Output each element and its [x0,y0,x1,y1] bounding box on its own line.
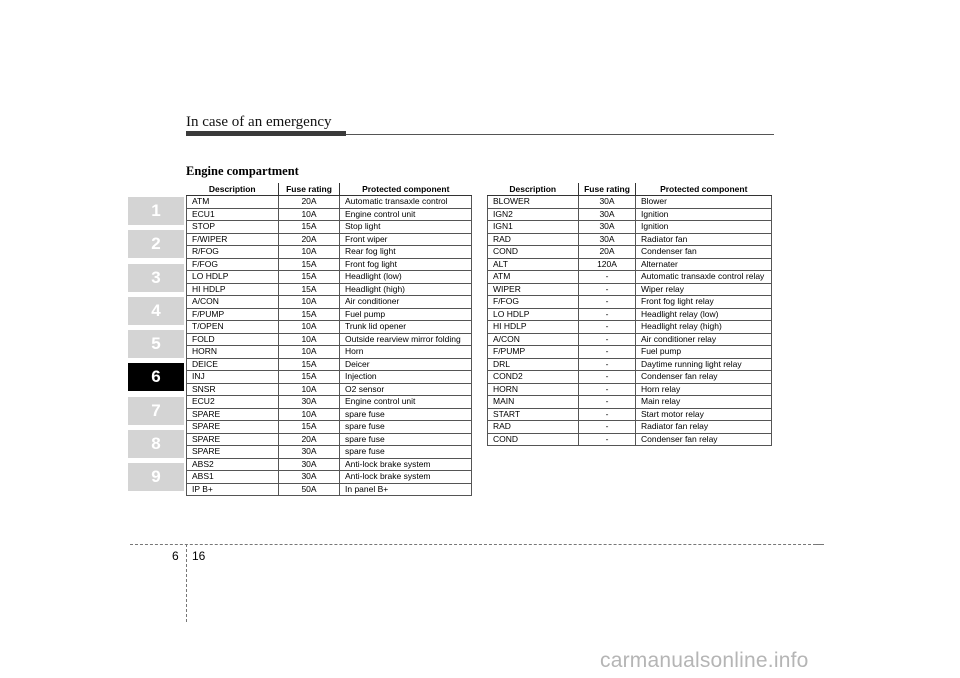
table-row [187,383,472,396]
table-row [187,246,472,259]
cell-description: F/PUMP [488,346,579,359]
footer-chapter-number: 6 [172,549,179,563]
cell-protected-component: spare fuse [340,408,472,421]
cell-description: HORN [187,346,279,359]
cell-fuse-rating: 20A [279,196,340,209]
cell-description: ATM [187,196,279,209]
table-row [488,383,772,396]
column-header-description: Description [488,183,579,196]
cell-description: ECU1 [187,208,279,221]
table-row [187,408,472,421]
cell-description: ATM [488,271,579,284]
cell-fuse-rating: - [579,308,636,321]
chapter-tab-4[interactable]: 4 [128,297,184,325]
watermark: carmanualsonline.info [600,649,809,672]
table-row [187,346,472,359]
table-row [187,446,472,459]
cell-protected-component: Condenser fan [636,246,772,259]
cell-description: HORN [488,383,579,396]
cell-protected-component: Front fog light relay [636,296,772,309]
cell-description: COND2 [488,371,579,384]
table-row [488,346,772,359]
table-row [488,271,772,284]
chapter-tabs [128,197,184,497]
cell-protected-component: Headlight (high) [340,283,472,296]
chapter-tab-7[interactable]: 7 [128,397,184,425]
table-row [187,208,472,221]
cell-fuse-rating: 30A [279,446,340,459]
chapter-tab-2[interactable]: 2 [128,230,184,258]
cell-description: ECU2 [187,396,279,409]
cell-protected-component: Daytime running light relay [636,358,772,371]
cell-fuse-rating: 20A [579,246,636,259]
cell-fuse-rating: 15A [279,271,340,284]
cell-protected-component: Alternater [636,258,772,271]
cell-description: A/CON [187,296,279,309]
cell-fuse-rating: 15A [279,308,340,321]
cell-protected-component: spare fuse [340,433,472,446]
cell-description: SPARE [187,408,279,421]
cell-protected-component: Radiator fan [636,233,772,246]
cell-protected-component: Rear fog light [340,246,472,259]
cell-description: LO HDLP [488,308,579,321]
cell-protected-component: Fuel pump [636,346,772,359]
cell-description: R/FOG [187,246,279,259]
cell-protected-component: Stop light [340,221,472,234]
header-rule-thin [346,134,774,135]
column-header-fuse-rating: Fuse rating [279,183,340,196]
cell-description: SPARE [187,446,279,459]
chapter-tab-1[interactable]: 1 [128,197,184,225]
cell-description: SNSR [187,383,279,396]
cell-protected-component: Front fog light [340,258,472,271]
cell-fuse-rating: - [579,346,636,359]
cell-description: ALT [488,258,579,271]
table-row [187,283,472,296]
header-rule-thick [186,131,346,136]
cell-description: SPARE [187,433,279,446]
table-row [488,283,772,296]
cell-protected-component: Headlight relay (low) [636,308,772,321]
cell-description: HI HDLP [187,283,279,296]
table-row [187,433,472,446]
table-row [187,271,472,284]
chapter-tab-5[interactable]: 5 [128,330,184,358]
cell-fuse-rating: 50A [279,483,340,496]
chapter-tab-6[interactable]: 6 [128,363,184,391]
table-row [187,471,472,484]
cell-fuse-rating: - [579,321,636,334]
cell-protected-component: Engine control unit [340,208,472,221]
cell-protected-component: Automatic transaxle control relay [636,271,772,284]
fuse-table-right [487,183,772,446]
cell-fuse-rating: 10A [279,208,340,221]
table-row [187,308,472,321]
cell-fuse-rating: 10A [279,321,340,334]
table-row [488,308,772,321]
table-row [488,371,772,384]
table-row [187,296,472,309]
footer-rule-end [816,544,824,545]
table-row [488,233,772,246]
cell-fuse-rating: 15A [279,371,340,384]
footer-rule [130,544,816,545]
cell-protected-component: Horn relay [636,383,772,396]
table-header-row [187,183,472,196]
table-row [187,221,472,234]
cell-protected-component: Main relay [636,396,772,409]
table-row [187,371,472,384]
column-header-protected-component: Protected component [636,183,772,196]
cell-description: ABS2 [187,458,279,471]
cell-fuse-rating: - [579,383,636,396]
cell-protected-component: Fuel pump [340,308,472,321]
cell-fuse-rating: 30A [579,196,636,209]
cell-description: T/OPEN [187,321,279,334]
cell-description: COND [488,246,579,259]
cell-fuse-rating: - [579,296,636,309]
cell-fuse-rating: 120A [579,258,636,271]
table-row [187,233,472,246]
cell-fuse-rating: 10A [279,246,340,259]
cell-fuse-rating: - [579,333,636,346]
cell-description: START [488,408,579,421]
cell-fuse-rating: 10A [279,296,340,309]
table-row [488,296,772,309]
cell-fuse-rating: 15A [279,358,340,371]
table-row [488,408,772,421]
column-header-fuse-rating: Fuse rating [579,183,636,196]
cell-description: FOLD [187,333,279,346]
chapter-tab-8[interactable]: 8 [128,430,184,458]
cell-protected-component: Headlight relay (high) [636,321,772,334]
cell-fuse-rating: 15A [279,283,340,296]
cell-description: F/FOG [187,258,279,271]
table-row [488,246,772,259]
cell-fuse-rating: 20A [279,433,340,446]
cell-fuse-rating: 30A [279,458,340,471]
cell-description: COND [488,433,579,446]
table-row [187,483,472,496]
chapter-tab-9[interactable]: 9 [128,463,184,491]
table-row [187,196,472,209]
table-row [187,396,472,409]
table-row [488,396,772,409]
cell-description: RAD [488,421,579,434]
table-row [187,333,472,346]
cell-protected-component: Blower [636,196,772,209]
cell-fuse-rating: - [579,358,636,371]
cell-protected-component: Ignition [636,208,772,221]
cell-description: INJ [187,371,279,384]
cell-description: MAIN [488,396,579,409]
table-row [187,258,472,271]
chapter-tab-3[interactable]: 3 [128,264,184,292]
cell-protected-component: Engine control unit [340,396,472,409]
cell-description: WIPER [488,283,579,296]
table-row [488,321,772,334]
table-row [187,421,472,434]
cell-protected-component: Radiator fan relay [636,421,772,434]
cell-fuse-rating: 30A [579,208,636,221]
table-header-row [488,183,772,196]
cell-description: F/FOG [488,296,579,309]
cell-description: F/PUMP [187,308,279,321]
table-row [488,433,772,446]
cell-protected-component: Air conditioner [340,296,472,309]
page-header-title: In case of an emergency [186,114,332,130]
cell-protected-component: Injection [340,371,472,384]
cell-fuse-rating: - [579,408,636,421]
cell-protected-component: Headlight (low) [340,271,472,284]
column-header-protected-component: Protected component [340,183,472,196]
cell-fuse-rating: 10A [279,333,340,346]
cell-description: DRL [488,358,579,371]
cell-description: A/CON [488,333,579,346]
cell-description: IGN2 [488,208,579,221]
cell-fuse-rating: 15A [279,258,340,271]
cell-fuse-rating: 10A [279,346,340,359]
cell-protected-component: In panel B+ [340,483,472,496]
cell-description: LO HDLP [187,271,279,284]
cell-fuse-rating: 30A [579,221,636,234]
cell-fuse-rating: - [579,371,636,384]
footer-page-number: 16 [192,549,206,563]
table-row [488,258,772,271]
cell-protected-component: Ignition [636,221,772,234]
cell-description: HI HDLP [488,321,579,334]
table-row [187,458,472,471]
table-row [488,358,772,371]
table-row [488,196,772,209]
cell-fuse-rating: 15A [279,221,340,234]
cell-fuse-rating: - [579,433,636,446]
cell-protected-component: Wiper relay [636,283,772,296]
cell-fuse-rating: - [579,421,636,434]
cell-description: IGN1 [488,221,579,234]
cell-description: IP B+ [187,483,279,496]
table-row [488,221,772,234]
cell-description: SPARE [187,421,279,434]
column-header-description: Description [187,183,279,196]
cell-description: F/WIPER [187,233,279,246]
cell-protected-component: spare fuse [340,446,472,459]
cell-protected-component: Deicer [340,358,472,371]
cell-protected-component: Air conditioner relay [636,333,772,346]
cell-description: STOP [187,221,279,234]
cell-description: BLOWER [488,196,579,209]
cell-fuse-rating: 20A [279,233,340,246]
cell-protected-component: O2 sensor [340,383,472,396]
cell-protected-component: Front wiper [340,233,472,246]
cell-description: ABS1 [187,471,279,484]
cell-fuse-rating: 30A [579,233,636,246]
cell-description: RAD [488,233,579,246]
fuse-table-left [186,183,472,496]
cell-fuse-rating: 30A [279,471,340,484]
table-row [488,333,772,346]
cell-protected-component: Condenser fan relay [636,371,772,384]
table-row [187,358,472,371]
table-row [488,208,772,221]
cell-fuse-rating: - [579,271,636,284]
cell-protected-component: Condenser fan relay [636,433,772,446]
cell-protected-component: Outside rearview mirror folding [340,333,472,346]
cell-fuse-rating: - [579,283,636,296]
cell-fuse-rating: - [579,396,636,409]
cell-protected-component: Automatic transaxle control [340,196,472,209]
cell-protected-component: spare fuse [340,421,472,434]
cell-protected-component: Anti-lock brake system [340,458,472,471]
section-heading: Engine compartment [186,164,299,178]
cell-protected-component: Anti-lock brake system [340,471,472,484]
cell-fuse-rating: 15A [279,421,340,434]
cell-fuse-rating: 30A [279,396,340,409]
cell-description: DEICE [187,358,279,371]
cell-protected-component: Horn [340,346,472,359]
cell-fuse-rating: 10A [279,408,340,421]
table-row [488,421,772,434]
cell-protected-component: Start motor relay [636,408,772,421]
cell-protected-component: Trunk lid opener [340,321,472,334]
table-row [187,321,472,334]
footer-divider [186,544,187,622]
cell-fuse-rating: 10A [279,383,340,396]
